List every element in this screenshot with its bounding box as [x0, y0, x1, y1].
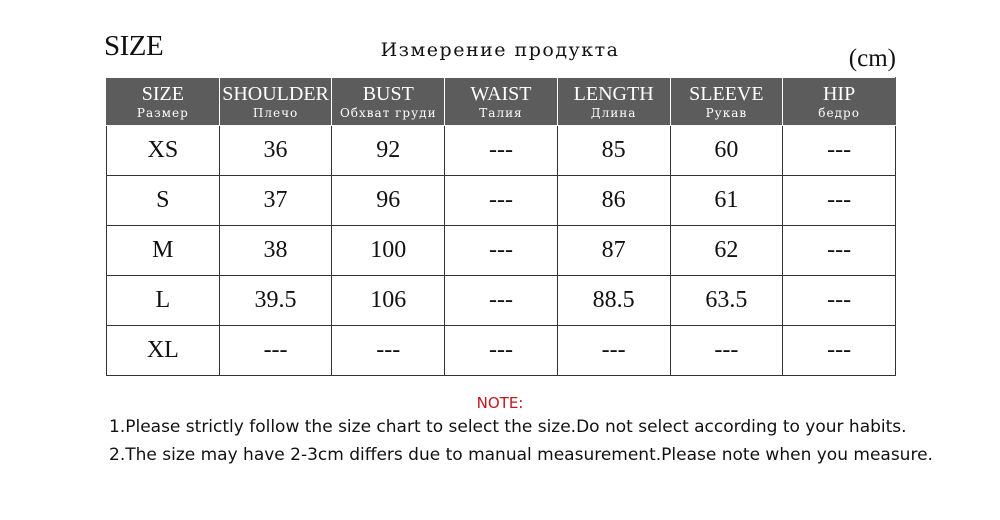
bust-cell: ---	[332, 326, 445, 376]
column-header-size	[107, 78, 220, 126]
shoulder-cell: 37	[219, 176, 332, 226]
column-header-hip	[783, 78, 896, 126]
size-cell: XL	[107, 326, 220, 376]
bust-cell: 106	[332, 276, 445, 326]
column-header-ru: Обхват груди	[339, 105, 437, 120]
table-row	[107, 176, 896, 226]
length-cell: 88.5	[557, 276, 670, 326]
size-cell: M	[107, 226, 220, 276]
product-measurement-subtitle: Измерение продукта	[380, 39, 620, 61]
column-header-ru: бедро	[818, 105, 860, 120]
table-row	[107, 126, 896, 176]
column-header-en: SLEEVE	[689, 82, 764, 105]
size-cell: XS	[107, 126, 220, 176]
bust-cell: 100	[332, 226, 445, 276]
column-header-ru: Талия	[479, 105, 523, 120]
hip-cell: ---	[783, 326, 896, 376]
table-row	[107, 276, 896, 326]
column-header-en: WAIST	[470, 82, 532, 105]
waist-cell: ---	[445, 276, 558, 326]
column-header-en: HIP	[822, 82, 856, 105]
sleeve-cell: 62	[670, 226, 783, 276]
length-cell: ---	[557, 326, 670, 376]
sleeve-cell: 60	[670, 126, 783, 176]
column-header-en: LENGTH	[573, 82, 654, 105]
size-chart-table	[106, 77, 896, 376]
column-header-ru: Длина	[590, 105, 637, 120]
hip-cell: ---	[783, 226, 896, 276]
size-cell: S	[107, 176, 220, 226]
shoulder-cell: 39.5	[219, 276, 332, 326]
column-header-length	[557, 78, 670, 126]
column-header-bust	[332, 78, 445, 126]
length-cell: 87	[557, 226, 670, 276]
size-cell: L	[107, 276, 220, 326]
bust-cell: 92	[332, 126, 445, 176]
length-cell: 85	[557, 126, 670, 176]
table-row	[107, 226, 896, 276]
column-header-en: SHOULDER	[222, 82, 329, 105]
table-header-row	[107, 78, 896, 126]
sleeve-cell: ---	[670, 326, 783, 376]
bust-cell: 96	[332, 176, 445, 226]
column-header-ru: Размер	[136, 105, 189, 120]
column-header-ru: Плечо	[252, 105, 299, 120]
sleeve-cell: 63.5	[670, 276, 783, 326]
sleeve-cell: 61	[670, 176, 783, 226]
note-line-1: 1.Please strictly follow the size chart to select the size.Do not select according to your habits.	[109, 417, 907, 437]
length-cell: 86	[557, 176, 670, 226]
note-line-2: 2.The size may have 2-3cm differs due to manual measurement.Please note when you measure.	[109, 445, 933, 465]
column-header-en: BUST	[362, 82, 414, 105]
shoulder-cell: ---	[219, 326, 332, 376]
shoulder-cell: 38	[219, 226, 332, 276]
waist-cell: ---	[445, 126, 558, 176]
column-header-en: SIZE	[141, 82, 184, 105]
waist-cell: ---	[445, 176, 558, 226]
column-header-ru: Рукав	[705, 105, 748, 120]
column-header-shoulder	[219, 78, 332, 126]
size-title: SIZE	[104, 30, 164, 62]
table-row	[107, 326, 896, 376]
column-header-waist	[445, 78, 558, 126]
hip-cell: ---	[783, 126, 896, 176]
column-header-sleeve	[670, 78, 783, 126]
waist-cell: ---	[445, 326, 558, 376]
shoulder-cell: 36	[219, 126, 332, 176]
note-title: NOTE:	[476, 394, 524, 412]
hip-cell: ---	[783, 276, 896, 326]
waist-cell: ---	[445, 226, 558, 276]
unit-label: (cm)	[848, 45, 896, 72]
hip-cell: ---	[783, 176, 896, 226]
